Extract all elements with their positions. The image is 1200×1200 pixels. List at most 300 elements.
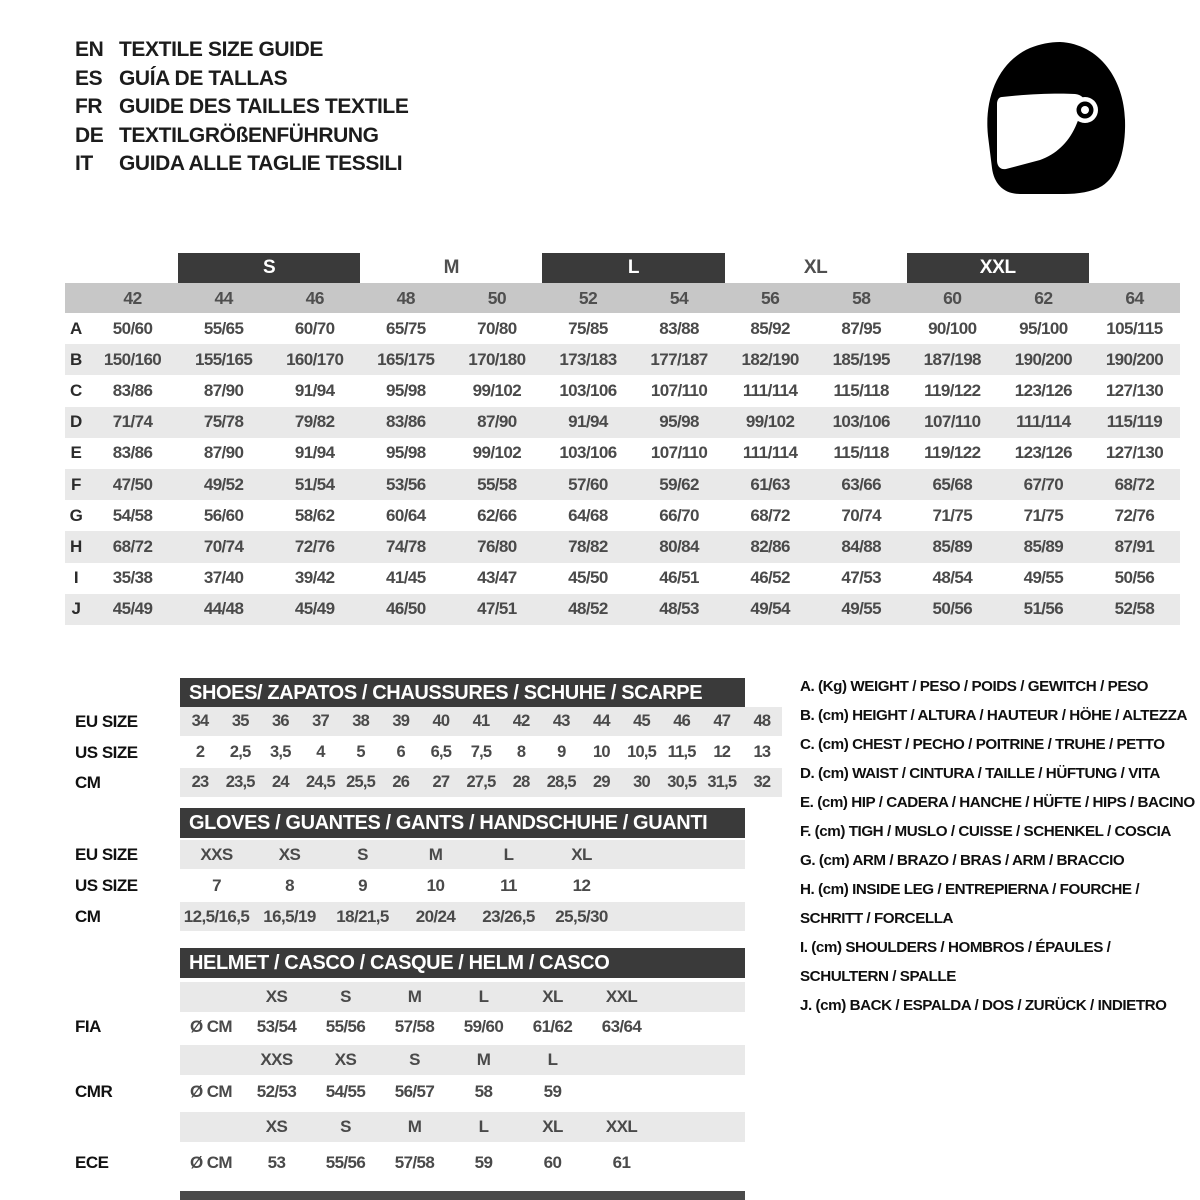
shoes-title-text: SHOES/ ZAPATOS / CHAUSSURES / SCHUHE / SCARPE (189, 681, 703, 704)
measure-value: 107/110 (650, 380, 708, 400)
measure-value: 160/170 (286, 349, 344, 369)
glove-eu-size: S (357, 844, 368, 864)
language-row (75, 122, 408, 151)
measure-value: 65/75 (386, 318, 426, 338)
helmet-size: S (340, 987, 351, 1006)
measure-value: 91/94 (568, 412, 608, 432)
measure-value: 49/55 (1023, 568, 1064, 588)
measure-value: 72/76 (1114, 505, 1155, 525)
numeric-size: 64 (1125, 287, 1144, 308)
fia-label: FIA (75, 1017, 101, 1036)
measure-value: 82/86 (750, 536, 790, 556)
helmet-cm-value: 59/60 (463, 1017, 504, 1036)
helmet-cm-value: 60 (543, 1153, 562, 1172)
measure-value: 55/58 (477, 474, 517, 494)
measure-value: 187/198 (923, 349, 981, 369)
shoe-cm-value: 26 (392, 773, 410, 791)
helmet-cm-value: 54/55 (325, 1082, 366, 1101)
helmet-size: XL (542, 987, 563, 1006)
helmet-cm-value: 55/56 (325, 1153, 366, 1172)
glove-cm-value: 12,5/16,5 (183, 906, 250, 926)
measure-value: 91/94 (294, 380, 335, 400)
helmet-size: S (340, 1117, 351, 1136)
shoe-cm-value: 27,5 (466, 773, 496, 791)
helmet-size: XXS (260, 1050, 293, 1069)
measure-value: 72/76 (294, 536, 335, 556)
measure-value: 80/84 (659, 536, 699, 556)
measure-value: 119/122 (924, 380, 981, 400)
helmet-size: M (476, 1050, 491, 1069)
measure-value: 155/165 (194, 349, 253, 369)
measure-value: 83/86 (386, 412, 426, 432)
shoe-eu-size: 37 (312, 712, 329, 730)
shoe-us-size: 12 (713, 743, 731, 761)
shoe-us-size: 13 (753, 743, 771, 761)
measure-value: 51/56 (1023, 599, 1064, 619)
helmet-cm-value: 55/56 (325, 1017, 366, 1036)
measure-row-label: F (71, 474, 81, 494)
measure-value: 170/180 (468, 349, 526, 369)
measure-value: 71/75 (932, 505, 973, 525)
language-row (75, 150, 408, 179)
measure-value: 79/82 (294, 412, 335, 432)
measure-value: 46/50 (386, 599, 426, 619)
shoe-cm-value: 23,5 (225, 773, 255, 791)
measure-value: 71/74 (112, 412, 153, 432)
numeric-size: 50 (487, 287, 506, 308)
shoe-cm-value: 28 (512, 773, 530, 791)
shoe-us-size: 7,5 (470, 743, 492, 761)
measure-value: 67/70 (1023, 474, 1064, 494)
measure-value: 95/98 (659, 412, 699, 432)
measure-value: 74/78 (386, 536, 426, 556)
shoe-eu-size: 40 (432, 712, 450, 730)
measure-value: 95/98 (386, 443, 426, 463)
glove-cm-value: 16,5/19 (263, 906, 316, 926)
shoe-us-size: 6,5 (430, 743, 452, 761)
measure-value: 111/114 (742, 380, 798, 400)
shoe-cm-value: 24,5 (306, 773, 335, 791)
measure-value: 48/52 (568, 599, 608, 619)
guide-title: TEXTILGRÖßENFÜHRUNG (119, 123, 379, 147)
measure-value: 103/106 (832, 412, 890, 432)
measure-value: 87/90 (477, 412, 517, 432)
shoe-cm-value: 29 (593, 773, 610, 791)
measure-value: 68/72 (1114, 474, 1155, 494)
measure-row-label: D (70, 412, 82, 432)
measure-value: 65/68 (932, 474, 973, 494)
gloves-cm-label: CM (75, 906, 101, 926)
measure-value: 95/100 (1019, 318, 1068, 338)
helmet-size: L (547, 1050, 558, 1069)
numeric-size: 46 (305, 287, 324, 308)
shoes-cm-label: CM (75, 772, 101, 792)
measure-value: 182/190 (741, 349, 799, 369)
legend-item: C. (cm) CHEST / PECHO / POITRINE / TRUHE / PETTO (800, 736, 1165, 753)
measure-value: 87/90 (203, 443, 244, 463)
shoes-cm-row (180, 768, 782, 797)
glove-us-size: 12 (572, 875, 591, 895)
measure-value: 45/49 (112, 599, 153, 619)
glove-cm-value: 18/21,5 (336, 906, 389, 926)
guide-title: TEXTILE SIZE GUIDE (119, 38, 323, 62)
glove-cm-value: 23/26,5 (482, 906, 535, 926)
numeric-size: 62 (1034, 287, 1053, 308)
measure-value: 75/85 (568, 318, 608, 338)
glove-cm-value: 20/24 (415, 906, 456, 926)
measure-value: 78/82 (568, 536, 608, 556)
measure-value: 48/53 (659, 599, 699, 619)
glove-eu-size: L (503, 844, 514, 864)
measure-value: 61/63 (750, 474, 790, 494)
measure-value: 119/122 (924, 443, 981, 463)
measure-value: 150/160 (103, 349, 162, 369)
measure-row-label: B (70, 349, 82, 369)
cmr-sizes-row (180, 1045, 745, 1075)
measure-value: 48/54 (932, 568, 973, 588)
measure-value: 43/47 (477, 568, 517, 588)
apparel-size-table (65, 253, 1180, 625)
measure-value: 46/52 (750, 568, 790, 588)
numeric-size: 60 (943, 287, 962, 308)
shoe-eu-size: 38 (352, 712, 369, 730)
shoe-eu-size: 35 (231, 712, 249, 730)
glove-eu-size: M (428, 844, 443, 864)
measure-value: 47/50 (112, 474, 153, 494)
size-group-xxl: XXL (907, 253, 1089, 283)
glove-eu-size: XL (571, 844, 592, 864)
numeric-size: 44 (214, 287, 233, 308)
measure-row-label: A (70, 318, 82, 338)
measure-value: 44/48 (203, 599, 244, 619)
helmet-cm-value: 61/62 (532, 1017, 573, 1036)
measure-value: 70/74 (203, 536, 244, 556)
helmet-cm-value: 57/58 (394, 1017, 435, 1036)
legend-item: H. (cm) INSIDE LEG / ENTREPIERNA / FOURCHE / SCHRITT / FORCELLA (800, 881, 1140, 927)
measure-value: 111/114 (1016, 412, 1071, 432)
measure-value: 87/91 (1114, 536, 1155, 556)
shoe-cm-value: 27 (432, 773, 450, 791)
gloves-us-size-row (180, 871, 745, 900)
measure-value: 58/62 (294, 505, 335, 525)
measure-value: 173/183 (559, 349, 617, 369)
language-code: ES (75, 66, 103, 90)
helmet-cm-value: 53/54 (256, 1017, 297, 1036)
helmet-size: XXL (605, 1117, 638, 1136)
fia-values-row (180, 1012, 745, 1042)
helmet-title-text: HELMET / CASCO / CASQUE / HELM / CASCO (189, 951, 610, 974)
legend-item: G. (cm) ARM / BRAZO / BRAS / ARM / BRACCIO (800, 852, 1125, 869)
measure-value: 91/94 (294, 443, 335, 463)
measure-value: 60/64 (386, 505, 426, 525)
gloves-title-text: GLOVES / GUANTES / GANTS / HANDSCHUHE / GUANTI (189, 811, 708, 834)
helmet-size: XS (334, 1050, 357, 1069)
measure-value: 49/54 (750, 599, 790, 619)
numeric-size: 56 (760, 287, 780, 308)
measure-value: 63/66 (841, 474, 881, 494)
gloves-cm-row (180, 902, 745, 931)
helmet-cm-value: 53 (267, 1153, 286, 1172)
shoe-cm-value: 24 (271, 773, 289, 791)
measure-row-j (65, 594, 1180, 625)
measure-value: 87/90 (203, 380, 244, 400)
measure-row-label: C (70, 380, 82, 400)
measure-value: 51/54 (294, 474, 335, 494)
size-groups-row (65, 253, 1180, 283)
measure-value: 87/95 (841, 318, 881, 338)
measure-value: 165/175 (377, 349, 435, 369)
measure-value: 56/60 (203, 505, 244, 525)
helmet-cm-value: 63/64 (601, 1017, 642, 1036)
helmet-size: XS (265, 1117, 288, 1136)
shoe-eu-size: 36 (271, 712, 289, 730)
measure-value: 99/102 (472, 380, 522, 400)
legend-item: D. (cm) WAIST / CINTURA / TAILLE / HÜFTUNG / VITA (800, 765, 1160, 782)
shoe-us-size: 11,5 (667, 743, 696, 761)
language-row (75, 93, 408, 122)
measure-value: 55/65 (203, 318, 244, 338)
measure-value: 85/92 (750, 318, 790, 338)
measure-row-f (65, 469, 1180, 500)
shoe-eu-size: 44 (593, 712, 610, 730)
measure-value: 123/126 (1014, 380, 1072, 400)
measure-value: 70/80 (477, 318, 517, 338)
diameter-cm-label: Ø CM (190, 1017, 232, 1036)
glove-us-size: 10 (426, 875, 445, 895)
measure-value: 66/70 (659, 505, 699, 525)
shoe-us-size: 6 (396, 743, 405, 761)
helmet-size: M (407, 1117, 422, 1136)
measure-value: 39/42 (294, 568, 335, 588)
measure-value: 127/130 (1105, 443, 1164, 463)
glove-us-size: 8 (285, 875, 294, 895)
measure-value: 68/72 (750, 505, 790, 525)
diameter-cm-label: Ø CM (190, 1153, 232, 1172)
measure-value: 85/89 (932, 536, 973, 556)
shoe-cm-value: 28,5 (546, 773, 576, 791)
measure-value: 37/40 (203, 568, 244, 588)
language-code: IT (75, 152, 93, 176)
guide-title: GUIDA ALLE TAGLIE TESSILI (119, 152, 403, 176)
measure-row-e (65, 438, 1180, 469)
language-code: FR (75, 95, 103, 119)
measure-value: 105/115 (1106, 318, 1163, 338)
legend-item: E. (cm) HIP / CADERA / HANCHE / HÜFTE / HIPS / BACINO (800, 794, 1195, 811)
measure-value: 45/49 (294, 599, 335, 619)
shoe-us-size: 10,5 (627, 743, 656, 761)
shoe-cm-value: 23 (191, 773, 209, 791)
shoe-eu-size: 46 (673, 712, 691, 730)
shoe-eu-size: 45 (633, 712, 650, 730)
glove-us-size: 7 (212, 875, 221, 895)
measure-value: 54/58 (112, 505, 153, 525)
legend-item: B. (cm) HEIGHT / ALTURA / HAUTEUR / HÖHE / ALTEZZA (800, 707, 1187, 724)
helmet-cm-value: 57/58 (394, 1153, 435, 1172)
measure-value: 50/56 (1114, 568, 1155, 588)
measure-row-g (65, 500, 1180, 531)
measure-value: 83/86 (112, 443, 153, 463)
shoes-eu-size-row (180, 707, 782, 736)
measure-value: 47/53 (841, 568, 881, 588)
shoe-us-size: 2,5 (229, 743, 251, 761)
shoe-us-size: 3,5 (270, 743, 291, 761)
guide-title: GUÍA DE TALLAS (119, 66, 288, 90)
ece-label: ECE (75, 1153, 109, 1172)
size-group-l: L (542, 253, 724, 283)
gloves-eu-size-label: EU SIZE (75, 844, 138, 864)
measure-value: 85/89 (1023, 536, 1064, 556)
gloves-us-size-label: US SIZE (75, 875, 138, 895)
shoes-us-size-row (180, 738, 782, 767)
measure-value: 185/195 (832, 349, 890, 369)
measure-value: 190/200 (1105, 349, 1164, 369)
measure-value: 60/70 (294, 318, 335, 338)
helmet-size: L (478, 1117, 489, 1136)
shoe-us-size: 8 (516, 743, 526, 761)
shoe-cm-value: 30,5 (667, 773, 697, 791)
measure-value: 107/110 (924, 412, 981, 432)
language-row (75, 36, 408, 65)
measure-row-d (65, 407, 1180, 438)
measure-value: 53/56 (386, 474, 426, 494)
size-group-s: S (178, 253, 360, 283)
cropped-section-bar (180, 1191, 745, 1200)
guide-title: GUIDE DES TAILLES TEXTILE (119, 95, 409, 119)
shoe-eu-size: 41 (472, 712, 490, 730)
measure-value: 47/51 (477, 599, 517, 619)
shoe-us-size: 2 (195, 743, 205, 761)
glove-eu-size: XXS (200, 844, 233, 864)
shoe-eu-size: 47 (713, 712, 731, 730)
measure-value: 49/55 (841, 599, 881, 619)
cmr-label: CMR (75, 1082, 113, 1101)
shoe-us-size: 9 (557, 743, 566, 761)
measure-row-i (65, 563, 1180, 594)
shoe-eu-size: 34 (191, 712, 209, 730)
measure-value: 90/100 (928, 318, 977, 338)
helmet-section-title-bar (180, 948, 745, 978)
measure-row-label: J (71, 599, 81, 619)
shoes-us-size-label: US SIZE (75, 742, 138, 762)
helmet-cm-value: 59 (543, 1082, 562, 1101)
language-code: EN (75, 38, 104, 62)
language-title-block (75, 36, 408, 179)
shoe-eu-size: 43 (552, 712, 570, 730)
measure-value: 68/72 (112, 536, 153, 556)
measure-value: 107/110 (650, 443, 708, 463)
numeric-size: 54 (669, 287, 689, 308)
measure-row-h (65, 531, 1180, 562)
measure-row-label: G (69, 505, 83, 525)
shoe-cm-value: 30 (633, 773, 650, 791)
diameter-cm-label: Ø CM (190, 1082, 232, 1101)
measurement-rows (65, 313, 1180, 625)
shoe-us-size: 10 (593, 743, 610, 761)
measure-value: 99/102 (745, 412, 795, 432)
measure-value: 83/88 (659, 318, 699, 338)
language-code: DE (75, 123, 104, 147)
measure-row-c (65, 375, 1180, 406)
measure-value: 103/106 (559, 380, 617, 400)
legend-item: I. (cm) SHOULDERS / HOMBROS / ÉPAULES / SCHULTERN / SPALLE (800, 939, 1111, 985)
cmr-values-row (180, 1077, 745, 1107)
measure-row-b (65, 344, 1180, 375)
helmet-size: XL (542, 1117, 563, 1136)
shoe-eu-size: 39 (392, 712, 410, 730)
helmet-size: M (407, 987, 422, 1006)
numeric-sizes-row (65, 283, 1180, 313)
size-group-xl: XL (803, 257, 828, 278)
helmet-cm-value: 52/53 (256, 1082, 297, 1101)
measure-value: 177/187 (650, 349, 708, 369)
helmet-size: XXL (605, 987, 638, 1006)
measure-value: 127/130 (1105, 380, 1164, 400)
helmet-size: XS (265, 987, 288, 1006)
helmet-cm-value: 56/57 (394, 1082, 435, 1101)
measure-value: 45/50 (568, 568, 608, 588)
measure-row-label: I (73, 568, 79, 588)
shoe-us-size: 4 (316, 743, 325, 761)
measure-value: 115/118 (833, 380, 889, 400)
measure-value: 99/102 (472, 443, 522, 463)
measure-value: 76/80 (477, 536, 517, 556)
measure-value: 35/38 (112, 568, 153, 588)
numeric-size: 58 (852, 287, 871, 308)
shoes-section-title-bar (180, 678, 745, 708)
measure-value: 103/106 (559, 443, 617, 463)
numeric-size: 52 (578, 287, 598, 308)
helmet-cm-value: 61 (612, 1153, 631, 1172)
measure-row-label: H (70, 536, 82, 556)
measure-value: 115/118 (833, 443, 889, 463)
measure-value: 70/74 (841, 505, 881, 525)
measure-row-label: E (70, 443, 82, 463)
measure-value: 75/78 (203, 412, 244, 432)
measure-value: 52/58 (1114, 599, 1155, 619)
ece-values-row (180, 1148, 745, 1178)
shoe-us-size: 5 (356, 743, 365, 761)
helmet-icon (982, 36, 1132, 196)
fia-sizes-row (180, 982, 745, 1012)
measure-value: 190/200 (1014, 349, 1072, 369)
helmet-size: S (409, 1050, 420, 1069)
measure-value: 50/56 (932, 599, 973, 619)
legend-item: J. (cm) BACK / ESPALDA / DOS / ZURÜCK / INDIETRO (800, 997, 1167, 1014)
measure-value: 123/126 (1014, 443, 1072, 463)
shoe-cm-value: 31,5 (707, 773, 737, 791)
ece-sizes-row (180, 1112, 745, 1142)
glove-cm-value: 25,5/30 (555, 906, 608, 926)
measure-value: 41/45 (386, 568, 426, 588)
helmet-cm-value: 59 (474, 1153, 493, 1172)
legend-item: F. (cm) TIGH / MUSLO / CUISSE / SCHENKEL / COSCIA (800, 823, 1171, 840)
measurement-legend (800, 672, 1200, 1020)
numeric-size: 48 (396, 287, 415, 308)
helmet-cm-value: 58 (474, 1082, 493, 1101)
language-row (75, 65, 408, 94)
measure-value: 50/60 (112, 318, 153, 338)
measure-value: 71/75 (1023, 505, 1064, 525)
measure-value: 59/62 (659, 474, 699, 494)
measure-value: 83/86 (112, 380, 153, 400)
measure-value: 46/51 (659, 568, 699, 588)
shoe-eu-size: 42 (512, 712, 530, 730)
shoe-eu-size: 48 (753, 712, 771, 730)
measure-value: 64/68 (568, 505, 608, 525)
legend-item: A. (Kg) WEIGHT / PESO / POIDS / GEWITCH / PESO (800, 678, 1149, 695)
measure-row-a (65, 313, 1180, 344)
measure-value: 95/98 (386, 380, 426, 400)
